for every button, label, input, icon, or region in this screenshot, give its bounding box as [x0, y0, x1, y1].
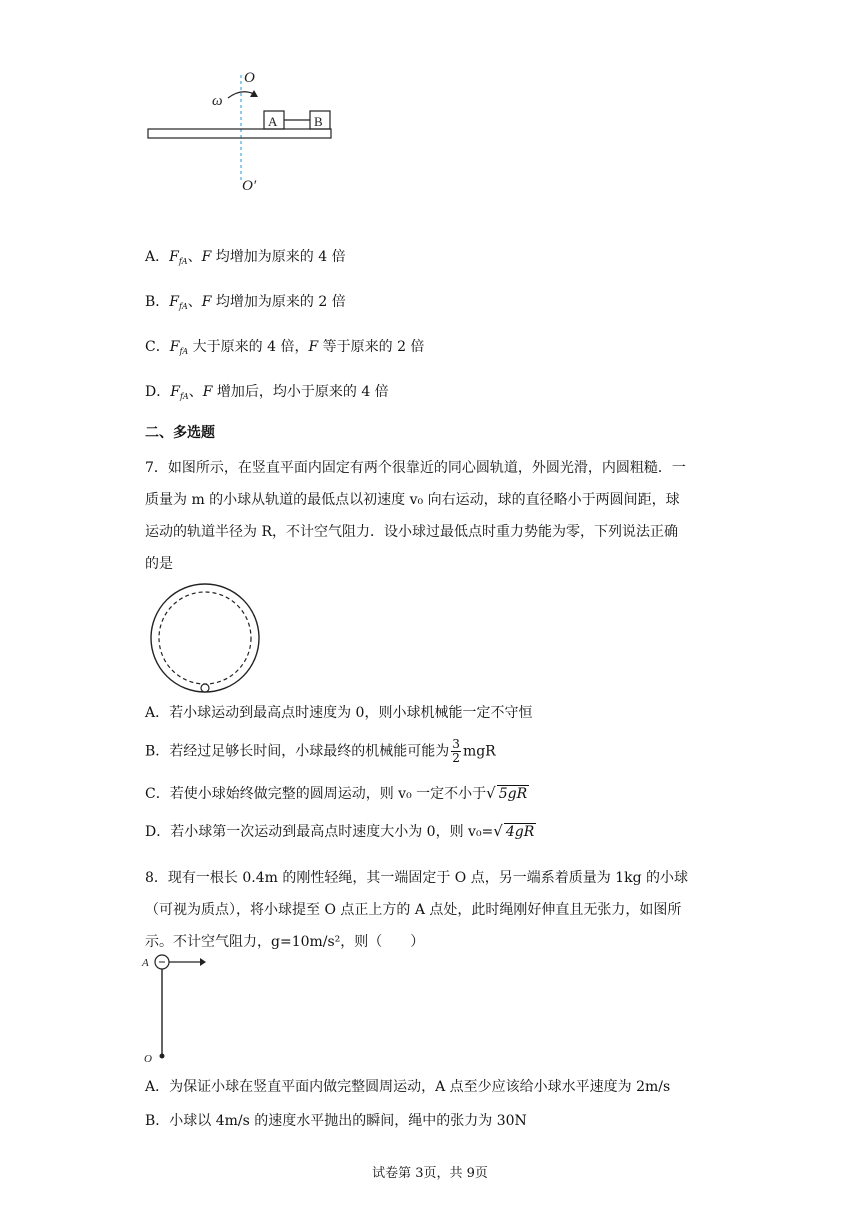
pivot-o — [160, 1054, 165, 1059]
rope-ball-figure — [140, 950, 220, 1065]
q7-line: 7．如图所示，在竖直平面内固定有两个很靠近的同心圆轨道，外圆光滑，内圆粗糙．一 — [145, 460, 686, 476]
q6-option-a: A．$F_{fA}$、F 均增加为原来的 4 倍 — [145, 249, 346, 266]
q7-line: 运动的轨道半径为 R，不计空气阻力．设小球过最低点时重力势能为零，下列说法正确 — [145, 524, 678, 540]
q8-line: 示。不计空气阻力，g=10m/s²，则（ ） — [145, 934, 425, 950]
block-b-label: B — [314, 114, 323, 129]
omega-label: ω — [212, 93, 223, 109]
fraction: $\frac{3}{2}$ — [452, 737, 460, 765]
block-a-label: A — [268, 114, 278, 129]
q8-option-b: B．小球以 4m/s 的速度水平抛出的瞬间，绳中的张力为 30N — [145, 1113, 527, 1129]
velocity-arrowhead — [200, 958, 206, 966]
q8-line: 8．现有一根长 0.4m 的刚性轻绳，其一端固定于 O 点，另一端系着质量为 1kg 的小球 — [145, 870, 688, 886]
sqrt-sign-icon: √ — [493, 822, 503, 840]
q8-stem — [145, 862, 725, 958]
ball — [201, 684, 209, 692]
q6-option-c: C．$F_{fA}$ 大于原来的 4 倍，F 等于原来的 2 倍 — [145, 339, 425, 356]
q7-option-b: B．若经过足够长时间，小球最终的机械能可能为 $\frac{3}{2}$ mgR — [145, 737, 496, 765]
q7-option-d: D．若小球第一次运动到最高点时速度大小为 0，则 v₀=√ 4gR — [145, 822, 535, 840]
point-a-label: A — [142, 957, 149, 969]
q7-option-a: A．若小球运动到最高点时速度为 0，则小球机械能一定不守恒 — [145, 705, 533, 721]
rotating-plate-figure — [140, 60, 340, 200]
q7-line: 的是 — [145, 556, 173, 572]
q7-line: 质量为 m 的小球从轨道的最低点以初速度 v₀ 向右运动，球的直径略小于两圆间距，球 — [145, 492, 680, 508]
sqrt-sign-icon: √ — [486, 784, 496, 802]
page-footer: 试卷第 3页，共 9页 — [372, 1166, 488, 1181]
axis-label-top: O — [244, 70, 255, 86]
q8-option-a: A．为保证小球在竖直平面内做完整圆周运动，A 点至少应该给小球水平速度为 2m/s — [145, 1079, 671, 1095]
q7-stem — [145, 452, 725, 580]
q6-option-b: B．$F_{fA}$、F 均增加为原来的 2 倍 — [145, 294, 346, 311]
outer-circle — [151, 584, 259, 692]
concentric-circle-track-figure — [148, 586, 268, 696]
q6-option-d: D．$F_{fA}$、F 增加后，均小于原来的 4 倍 — [145, 384, 389, 401]
plate — [148, 129, 331, 138]
axis-label-bottom: O′ — [242, 178, 257, 194]
q8-line: （可视为质点），将小球提至 O 点正上方的 A 点处，此时绳刚好伸直且无张力，如图所 — [145, 902, 682, 918]
point-o-label: O — [144, 1053, 152, 1065]
q7-option-c: C．若使小球始终做完整的圆周运动，则 v₀ 一定不小于√ 5gR — [145, 784, 528, 802]
inner-circle — [159, 592, 251, 684]
section-title: 二、多选题 — [145, 425, 215, 441]
